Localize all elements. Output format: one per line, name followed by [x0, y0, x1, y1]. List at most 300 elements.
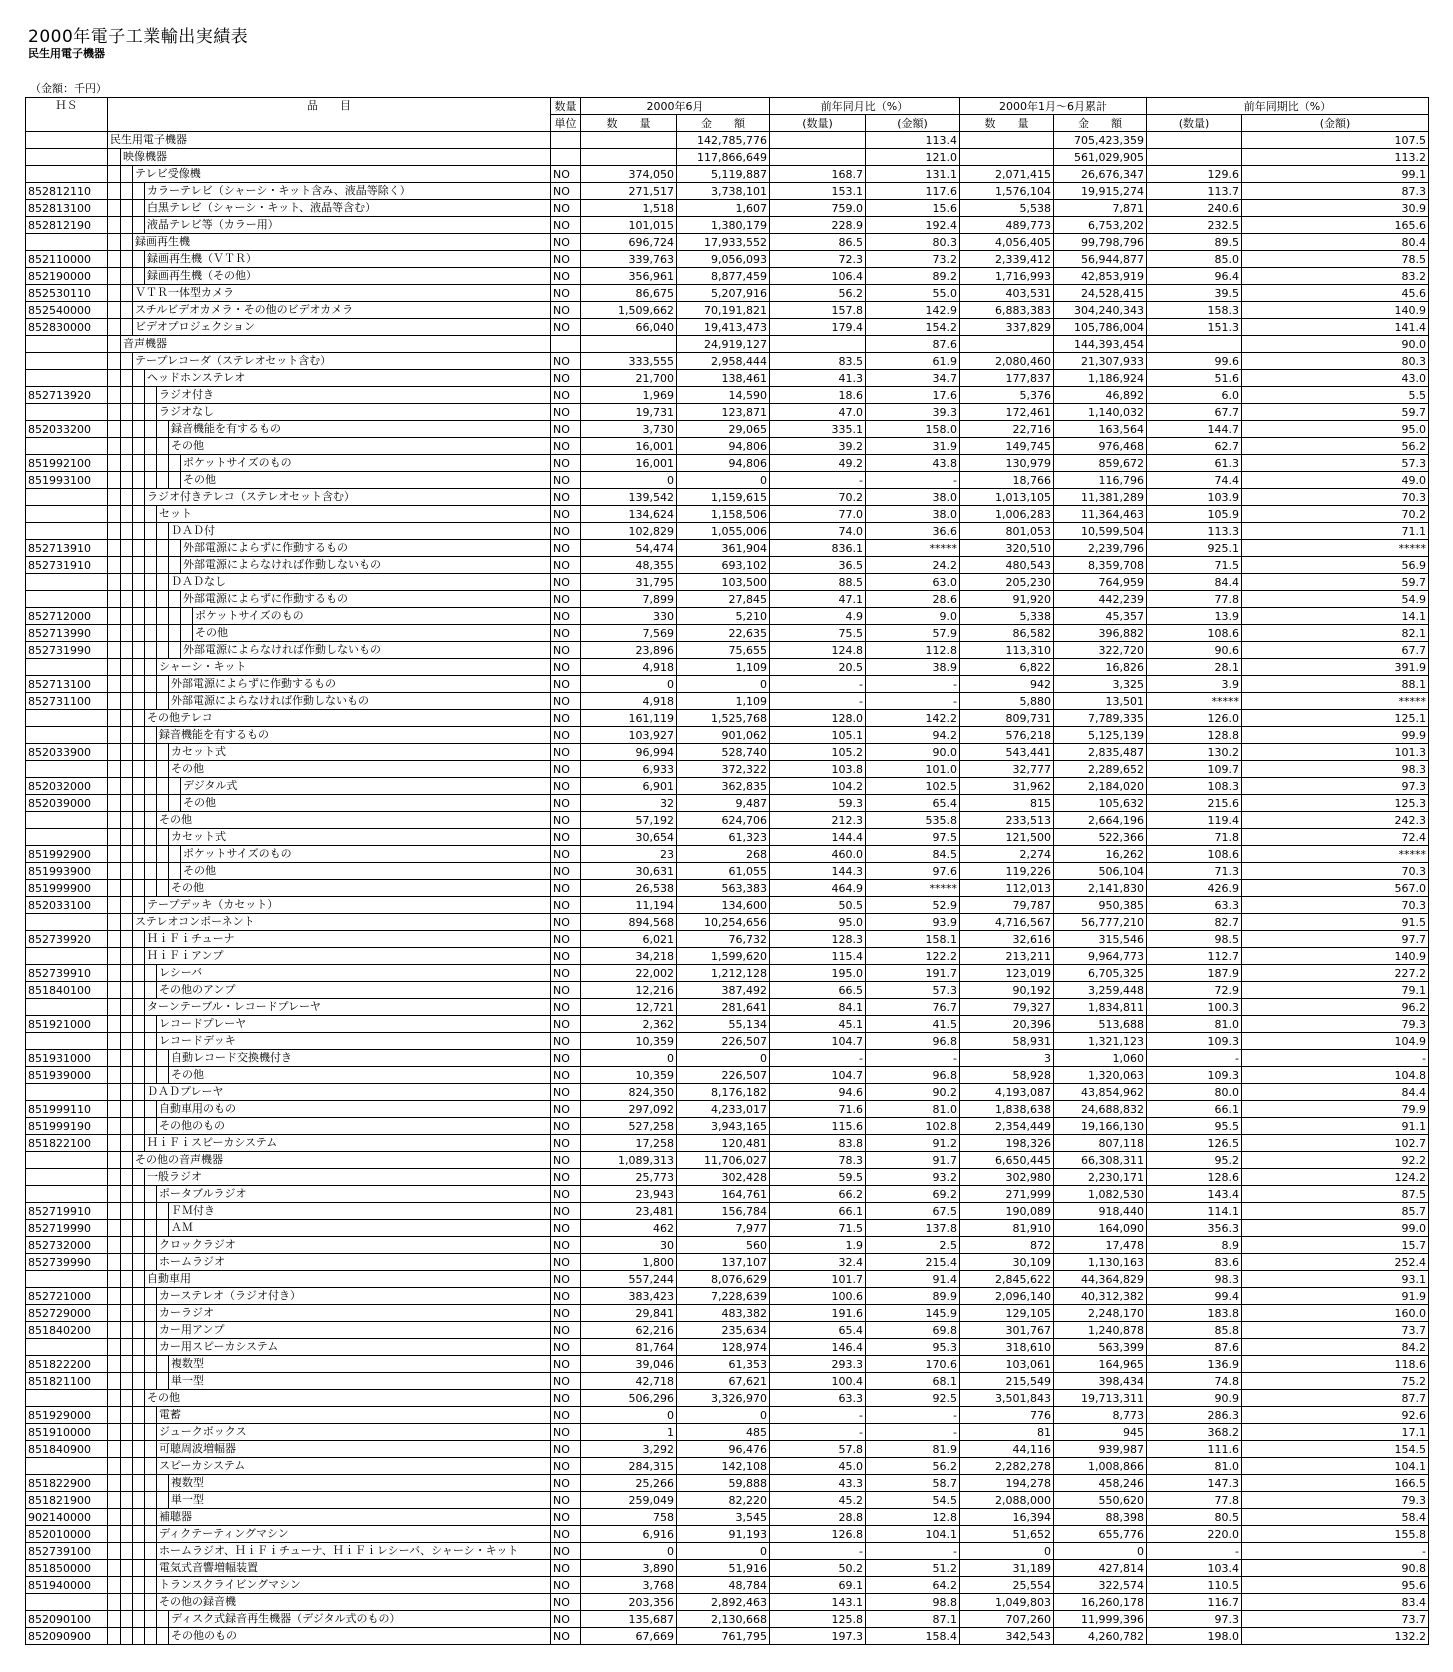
- table-row: [26, 557, 1429, 574]
- indent-guide: [132, 1407, 144, 1423]
- indent-guide: [108, 1322, 120, 1338]
- yoy-period-qty-cell: 67.7: [1147, 404, 1242, 421]
- cum-amount-cell: 19,166,130: [1054, 1118, 1147, 1135]
- yoy-amount-cell: 57.3: [866, 982, 960, 999]
- item-name-cell: [108, 965, 551, 982]
- unit-cell: NO: [551, 1543, 581, 1560]
- yoy-period-amount-cell: 118.6: [1242, 1356, 1429, 1373]
- amount-cell: 82,220: [677, 1492, 770, 1509]
- yoy-amount-cell: 57.9: [866, 625, 960, 642]
- yoy-period-amount-cell: 14.1: [1242, 608, 1429, 625]
- yoy-qty-cell: -: [770, 1424, 866, 1441]
- indent-guide: [120, 948, 132, 964]
- amount-cell: 61,353: [677, 1356, 770, 1373]
- header-yoy-period: 前年同期比（%）: [1147, 98, 1429, 115]
- cum-amount-cell: 11,364,463: [1054, 506, 1147, 523]
- qty-cell: 6,933: [581, 761, 677, 778]
- table-row: [26, 1305, 1429, 1322]
- yoy-amount-cell: 192.4: [866, 217, 960, 234]
- yoy-period-amount-cell: 70.3: [1242, 863, 1429, 880]
- amount-cell: 0: [677, 472, 770, 489]
- hs-code-cell: [26, 914, 108, 931]
- yoy-amount-cell: 158.4: [866, 1628, 960, 1645]
- qty-cell: [581, 132, 677, 149]
- indent-guide: [132, 1203, 144, 1219]
- indent-guide: [120, 1050, 132, 1066]
- table-row: [26, 659, 1429, 676]
- qty-cell: 31,795: [581, 574, 677, 591]
- indent-guide: [144, 795, 156, 811]
- cum-qty-cell: 342,543: [960, 1628, 1054, 1645]
- unit-cell: NO: [551, 472, 581, 489]
- table-row: [26, 1509, 1429, 1526]
- hs-code-cell: [26, 370, 108, 387]
- item-name: ターンテーブル・レコードプレーヤ: [144, 999, 321, 1015]
- amount-cell: 164,761: [677, 1186, 770, 1203]
- cum-amount-cell: 40,312,382: [1054, 1288, 1147, 1305]
- yoy-amount-cell: 97.5: [866, 829, 960, 846]
- amount-cell: 59,888: [677, 1475, 770, 1492]
- yoy-amount-cell: 69.2: [866, 1186, 960, 1203]
- hs-code-cell: [26, 574, 108, 591]
- item-name: 外部電源によらずに作動するもの: [180, 540, 348, 556]
- yoy-qty-cell: 50.5: [770, 897, 866, 914]
- hs-code-cell: 852032000: [26, 778, 108, 795]
- amount-cell: 2,958,444: [677, 353, 770, 370]
- yoy-period-amount-cell: 90.0: [1242, 336, 1429, 353]
- unit-cell: NO: [551, 1475, 581, 1492]
- indent-guide: [108, 353, 120, 369]
- yoy-amount-cell: 34.7: [866, 370, 960, 387]
- item-name: その他: [168, 438, 204, 454]
- indent-guide: [156, 1628, 168, 1644]
- amount-cell: 1,159,615: [677, 489, 770, 506]
- amount-cell: 11,706,027: [677, 1152, 770, 1169]
- unit-cell: NO: [551, 982, 581, 999]
- indent-guide: [120, 744, 132, 760]
- cum-qty-cell: 190,089: [960, 1203, 1054, 1220]
- yoy-period-qty-cell: 80.0: [1147, 1084, 1242, 1101]
- yoy-qty-cell: 20.5: [770, 659, 866, 676]
- indent-guide: [108, 676, 120, 692]
- cum-qty-cell: [960, 149, 1054, 166]
- item-name: ＨｉＦｉスピーカシステム: [144, 1135, 277, 1151]
- qty-cell: 34,218: [581, 948, 677, 965]
- cum-amount-cell: 42,853,919: [1054, 268, 1147, 285]
- indent-guide: [132, 1271, 144, 1287]
- cum-amount-cell: 918,440: [1054, 1203, 1147, 1220]
- table-row: [26, 1577, 1429, 1594]
- cum-qty-cell: 58,931: [960, 1033, 1054, 1050]
- indent-guide: [108, 574, 120, 590]
- yoy-period-amount-cell: 79.3: [1242, 1492, 1429, 1509]
- indent-guide: [120, 1254, 132, 1270]
- yoy-qty-cell: 4.9: [770, 608, 866, 625]
- amount-cell: 24,919,127: [677, 336, 770, 353]
- indent-guide: [108, 1220, 120, 1236]
- item-name: カー用アンプ: [156, 1322, 225, 1338]
- amount-cell: 302,428: [677, 1169, 770, 1186]
- indent-guide: [132, 897, 144, 913]
- report-title: 2000年電子工業輸出実績表: [28, 27, 249, 47]
- indent-guide: [144, 1305, 156, 1321]
- yoy-amount-cell: 142.9: [866, 302, 960, 319]
- unit-cell: NO: [551, 1560, 581, 1577]
- indent-guide: [108, 404, 120, 420]
- amount-cell: 1,055,006: [677, 523, 770, 540]
- yoy-period-qty-cell: [1147, 132, 1242, 149]
- yoy-period-qty-cell: 232.5: [1147, 217, 1242, 234]
- yoy-amount-cell: *****: [866, 880, 960, 897]
- cum-amount-cell: 8,773: [1054, 1407, 1147, 1424]
- item-name-cell: [108, 1152, 551, 1169]
- yoy-period-amount-cell: 97.7: [1242, 931, 1429, 948]
- yoy-period-qty-cell: 51.6: [1147, 370, 1242, 387]
- item-name-cell: [108, 1084, 551, 1101]
- unit-cell: NO: [551, 693, 581, 710]
- yoy-amount-cell: -: [866, 1543, 960, 1560]
- indent-guide: [156, 693, 168, 709]
- hs-code-cell: 851822200: [26, 1356, 108, 1373]
- yoy-period-amount-cell: 49.0: [1242, 472, 1429, 489]
- unit-cell: NO: [551, 863, 581, 880]
- yoy-qty-cell: [770, 149, 866, 166]
- amount-cell: 4,233,017: [677, 1101, 770, 1118]
- indent-guide: [156, 1475, 168, 1491]
- cum-amount-cell: 550,620: [1054, 1492, 1147, 1509]
- yoy-period-amount-cell: 132.2: [1242, 1628, 1429, 1645]
- item-name-cell: [108, 1050, 551, 1067]
- item-name-cell: [108, 387, 551, 404]
- cum-qty-cell: 6,822: [960, 659, 1054, 676]
- cum-amount-cell: 1,834,811: [1054, 999, 1147, 1016]
- yoy-amount-cell: 67.5: [866, 1203, 960, 1220]
- amount-cell: 5,119,887: [677, 166, 770, 183]
- indent-guide: [144, 744, 156, 760]
- unit-cell: NO: [551, 1424, 581, 1441]
- indent-guide: [120, 455, 132, 471]
- yoy-period-amount-cell: 141.4: [1242, 319, 1429, 336]
- table-row: [26, 982, 1429, 999]
- item-name-cell: [108, 676, 551, 693]
- yoy-period-qty-cell: 28.1: [1147, 659, 1242, 676]
- hs-code-cell: [26, 999, 108, 1016]
- yoy-period-amount-cell: 30.9: [1242, 200, 1429, 217]
- amount-cell: 281,641: [677, 999, 770, 1016]
- amount-cell: 693,102: [677, 557, 770, 574]
- yoy-qty-cell: 45.1: [770, 1016, 866, 1033]
- qty-cell: 48,355: [581, 557, 677, 574]
- qty-cell: 271,517: [581, 183, 677, 200]
- indent-guide: [132, 693, 144, 709]
- indent-guide: [144, 642, 156, 658]
- yoy-period-amount-cell: 73.7: [1242, 1611, 1429, 1628]
- indent-guide: [120, 506, 132, 522]
- yoy-period-amount-cell: 72.4: [1242, 829, 1429, 846]
- yoy-qty-cell: 70.2: [770, 489, 866, 506]
- item-name-cell: [108, 1543, 551, 1560]
- indent-guide: [120, 1526, 132, 1542]
- amount-cell: 2,892,463: [677, 1594, 770, 1611]
- table-row: [26, 1237, 1429, 1254]
- hs-code-cell: 852039000: [26, 795, 108, 812]
- indent-guide: [120, 795, 132, 811]
- item-name: ＤＡＤプレーヤ: [144, 1084, 224, 1100]
- item-name-cell: [108, 132, 551, 149]
- cum-amount-cell: 976,468: [1054, 438, 1147, 455]
- yoy-period-qty-cell: 96.4: [1147, 268, 1242, 285]
- yoy-amount-cell: 39.3: [866, 404, 960, 421]
- item-name: 外部電源によらなければ作動しないもの: [168, 693, 369, 709]
- cum-amount-cell: 1,321,123: [1054, 1033, 1147, 1050]
- yoy-amount-cell: -: [866, 1424, 960, 1441]
- amount-cell: 91,193: [677, 1526, 770, 1543]
- cum-amount-cell: 45,357: [1054, 608, 1147, 625]
- indent-guide: [108, 795, 120, 811]
- indent-guide: [108, 965, 120, 981]
- cum-amount-cell: 1,130,163: [1054, 1254, 1147, 1271]
- indent-guide: [108, 1356, 120, 1372]
- table-row: [26, 948, 1429, 965]
- yoy-qty-cell: 63.3: [770, 1390, 866, 1407]
- qty-cell: 356,961: [581, 268, 677, 285]
- indent-guide: [180, 608, 192, 624]
- item-name-cell: [108, 659, 551, 676]
- cum-amount-cell: 10,599,504: [1054, 523, 1147, 540]
- yoy-qty-cell: 105.1: [770, 727, 866, 744]
- indent-guide: [144, 846, 156, 862]
- yoy-period-qty-cell: 81.0: [1147, 1016, 1242, 1033]
- hs-code-cell: 851929000: [26, 1407, 108, 1424]
- item-name-cell: [108, 914, 551, 931]
- qty-cell: 86,675: [581, 285, 677, 302]
- indent-guide: [108, 557, 120, 573]
- item-name-cell: [108, 625, 551, 642]
- item-name-cell: [108, 1186, 551, 1203]
- item-name: ラジオ付き: [156, 387, 214, 403]
- yoy-qty-cell: 83.8: [770, 1135, 866, 1152]
- yoy-qty-cell: 69.1: [770, 1577, 866, 1594]
- table-row: [26, 1186, 1429, 1203]
- indent-guide: [120, 1543, 132, 1559]
- indent-guide: [144, 1373, 156, 1389]
- hs-code-cell: 852110000: [26, 251, 108, 268]
- item-name-cell: [108, 642, 551, 659]
- indent-guide: [120, 370, 132, 386]
- indent-guide: [120, 710, 132, 726]
- cum-qty-cell: 6,883,383: [960, 302, 1054, 319]
- indent-guide: [156, 829, 168, 845]
- header-yoy-period-qty: (数量): [1147, 115, 1242, 132]
- indent-guide: [120, 200, 132, 216]
- yoy-period-qty-cell: 116.7: [1147, 1594, 1242, 1611]
- yoy-amount-cell: -: [866, 472, 960, 489]
- hs-code-cell: 851992900: [26, 846, 108, 863]
- amount-cell: 156,784: [677, 1203, 770, 1220]
- qty-cell: 0: [581, 1407, 677, 1424]
- hs-code-cell: 852530110: [26, 285, 108, 302]
- yoy-amount-cell: 96.8: [866, 1033, 960, 1050]
- cum-amount-cell: 1,082,530: [1054, 1186, 1147, 1203]
- yoy-period-amount-cell: -: [1242, 1050, 1429, 1067]
- item-name-cell: [108, 1458, 551, 1475]
- item-name-cell: [108, 217, 551, 234]
- yoy-period-qty-cell: 71.5: [1147, 557, 1242, 574]
- indent-guide: [120, 659, 132, 675]
- yoy-amount-cell: 137.8: [866, 1220, 960, 1237]
- indent-guide: [156, 455, 168, 471]
- yoy-period-qty-cell: 103.4: [1147, 1560, 1242, 1577]
- header-yoy-month-amt: (金額): [866, 115, 960, 132]
- yoy-period-amount-cell: *****: [1242, 693, 1429, 710]
- yoy-amount-cell: 63.0: [866, 574, 960, 591]
- cum-amount-cell: 2,664,196: [1054, 812, 1147, 829]
- yoy-period-amount-cell: 45.6: [1242, 285, 1429, 302]
- cum-amount-cell: 19,713,311: [1054, 1390, 1147, 1407]
- unit-cell: NO: [551, 812, 581, 829]
- item-name: その他のアンプ: [156, 982, 236, 998]
- cum-qty-cell: 302,980: [960, 1169, 1054, 1186]
- indent-guide: [156, 608, 168, 624]
- indent-guide: [156, 574, 168, 590]
- yoy-qty-cell: 143.1: [770, 1594, 866, 1611]
- yoy-amount-cell: -: [866, 1407, 960, 1424]
- unit-cell: NO: [551, 880, 581, 897]
- qty-cell: 25,773: [581, 1169, 677, 1186]
- yoy-period-amount-cell: 79.1: [1242, 982, 1429, 999]
- yoy-qty-cell: 74.0: [770, 523, 866, 540]
- yoy-amount-cell: -: [866, 1050, 960, 1067]
- unit-cell: NO: [551, 897, 581, 914]
- yoy-amount-cell: 191.7: [866, 965, 960, 982]
- yoy-period-amount-cell: 99.9: [1242, 727, 1429, 744]
- yoy-amount-cell: 112.8: [866, 642, 960, 659]
- indent-guide: [144, 761, 156, 777]
- header-yoy-period-amt: (金額): [1242, 115, 1429, 132]
- hs-code-cell: 851822100: [26, 1135, 108, 1152]
- amount-cell: 8,877,459: [677, 268, 770, 285]
- cum-qty-cell: 215,549: [960, 1373, 1054, 1390]
- yoy-period-amount-cell: 59.7: [1242, 574, 1429, 591]
- qty-cell: 696,724: [581, 234, 677, 251]
- cum-qty-cell: 801,053: [960, 523, 1054, 540]
- indent-guide: [132, 557, 144, 573]
- indent-guide: [144, 591, 156, 607]
- unit-cell: NO: [551, 1186, 581, 1203]
- qty-cell: 17,258: [581, 1135, 677, 1152]
- indent-guide: [108, 914, 120, 930]
- qty-cell: 758: [581, 1509, 677, 1526]
- yoy-period-qty-cell: 109.7: [1147, 761, 1242, 778]
- hs-code-cell: 851999110: [26, 1101, 108, 1118]
- item-name: テレビ受像機: [132, 166, 201, 182]
- item-name-cell: [108, 370, 551, 387]
- cum-qty-cell: 79,327: [960, 999, 1054, 1016]
- table-row: [26, 999, 1429, 1016]
- indent-guide: [132, 251, 144, 267]
- hs-code-cell: 852812110: [26, 183, 108, 200]
- yoy-period-amount-cell: 57.3: [1242, 455, 1429, 472]
- cum-amount-cell: 1,320,063: [1054, 1067, 1147, 1084]
- amount-cell: 7,228,639: [677, 1288, 770, 1305]
- yoy-period-amount-cell: 165.6: [1242, 217, 1429, 234]
- yoy-period-qty-cell: 13.9: [1147, 608, 1242, 625]
- indent-guide: [120, 302, 132, 318]
- hs-code-cell: [26, 1169, 108, 1186]
- amount-cell: 528,740: [677, 744, 770, 761]
- item-name-cell: [108, 285, 551, 302]
- indent-guide: [108, 1577, 120, 1593]
- item-name-cell: [108, 319, 551, 336]
- indent-guide: [132, 744, 144, 760]
- item-name: クロックラジオ: [156, 1237, 236, 1253]
- yoy-qty-cell: 115.4: [770, 948, 866, 965]
- indent-guide: [108, 727, 120, 743]
- hs-code-cell: 902140000: [26, 1509, 108, 1526]
- item-name: カー用スピーカシステム: [156, 1339, 278, 1355]
- item-name: トランスクライビングマシン: [156, 1577, 301, 1593]
- yoy-qty-cell: 759.0: [770, 200, 866, 217]
- indent-guide: [120, 676, 132, 692]
- indent-guide: [108, 489, 120, 505]
- indent-guide: [156, 557, 168, 573]
- indent-guide: [108, 1424, 120, 1440]
- yoy-qty-cell: 47.0: [770, 404, 866, 421]
- yoy-amount-cell: 84.5: [866, 846, 960, 863]
- yoy-period-qty-cell: 63.3: [1147, 897, 1242, 914]
- cum-qty-cell: 198,326: [960, 1135, 1054, 1152]
- item-name-cell: [108, 200, 551, 217]
- indent-guide: [120, 727, 132, 743]
- table-row: [26, 166, 1429, 183]
- indent-guide: [120, 1356, 132, 1372]
- cum-qty-cell: 2,088,000: [960, 1492, 1054, 1509]
- hs-code-cell: 852739100: [26, 1543, 108, 1560]
- cum-qty-cell: 16,394: [960, 1509, 1054, 1526]
- item-name-cell: [108, 761, 551, 778]
- amount-cell: 61,055: [677, 863, 770, 880]
- indent-guide: [168, 625, 180, 641]
- hs-code-cell: [26, 1594, 108, 1611]
- yoy-period-qty-cell: 110.5: [1147, 1577, 1242, 1594]
- item-name-cell: [108, 1390, 551, 1407]
- unit-cell: NO: [551, 370, 581, 387]
- indent-guide: [108, 1203, 120, 1219]
- indent-guide: [156, 472, 168, 488]
- yoy-period-qty-cell: 108.6: [1147, 625, 1242, 642]
- unit-cell: NO: [551, 744, 581, 761]
- qty-cell: 7,569: [581, 625, 677, 642]
- indent-guide: [108, 472, 120, 488]
- yoy-amount-cell: 91.2: [866, 1135, 960, 1152]
- cum-qty-cell: 707,260: [960, 1611, 1054, 1628]
- indent-guide: [144, 1339, 156, 1355]
- item-name: 電気式音響増幅装置: [156, 1560, 258, 1576]
- unit-cell: NO: [551, 166, 581, 183]
- amount-cell: 14,590: [677, 387, 770, 404]
- indent-guide: [120, 557, 132, 573]
- cum-qty-cell: 30,109: [960, 1254, 1054, 1271]
- amount-cell: 96,476: [677, 1441, 770, 1458]
- yoy-period-qty-cell: 81.0: [1147, 1458, 1242, 1475]
- item-name-cell: [108, 999, 551, 1016]
- yoy-qty-cell: 66.2: [770, 1186, 866, 1203]
- amount-cell: 8,176,182: [677, 1084, 770, 1101]
- yoy-period-amount-cell: 124.2: [1242, 1169, 1429, 1186]
- hs-code-cell: 851840200: [26, 1322, 108, 1339]
- hs-code-cell: 851999190: [26, 1118, 108, 1135]
- unit-cell: NO: [551, 1288, 581, 1305]
